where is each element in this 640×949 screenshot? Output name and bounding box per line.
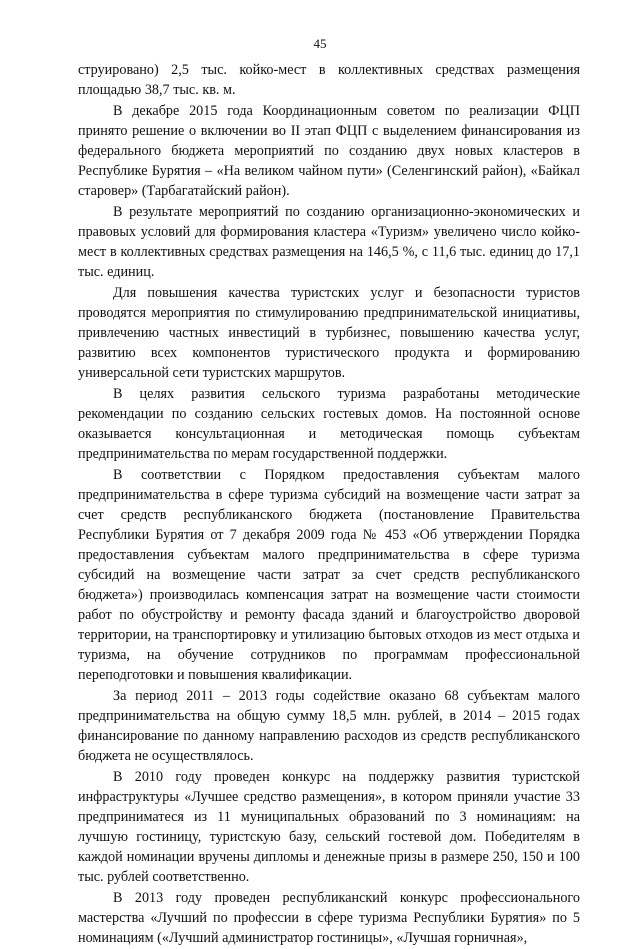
paragraph-3: В результате мероприятий по созданию организационно-экономических и правовых условий для формирования кластера «Туризм» увеличено число койко-мест в коллективных средствах размещения на 146,5 %, с 11,6 тыс. единиц до 17,1 тыс. единиц. — [78, 204, 580, 280]
paragraph-2: В декабре 2015 года Координационным советом по реализации ФЦП принято решение о включении во II этап ФЦП с выделением финансирования из федерального бюджета мероприятий по созданию двух новых кластеров в Республике Бурятия – «На великом чайном пути» (Селенгинский район), «Байкал старовер» (Тарбагатайский район). — [78, 103, 580, 199]
paragraph-5: В целях развития сельского туризма разработаны методические рекомендации по созданию сельских гостевых домов. На постоянной основе оказывается консультационная и методическая помощь субъектам предпринимательства по мерам государственной поддержки. — [78, 386, 580, 462]
paragraph-1: струировано) 2,5 тыс. койко-мест в коллективных средствах размещения площадью 38,7 тыс. кв. м. — [78, 62, 580, 98]
paragraph-6: В соответствии с Порядком предоставления субъектам малого предпринимательства в сфере туризма субсидий на возмещение части затрат за счет средств республиканского бюджета (постановление Правительства Республики Бурятия от 7 декабря 2009 года № 453 «Об утверждении Порядка предоставления субъектам малого предпринимательства в сфере туризма субсидий на возмещение части затрат за счет средств республиканского бюджета») производилась компенсация затрат на возмещение части стоимости работ по обустройству и ремонту фасада зданий и благоустройство дворовой территории, на транспортировку и утилизацию бытовых отходов из мест отдыха и туризма, на обучение сотрудников по программам профессиональной переподготовки и повышения квалификации. — [78, 467, 580, 683]
body-text — [78, 60, 580, 949]
paragraph-7: За период 2011 – 2013 годы содействие оказано 68 субъектам малого предпринимательства на общую сумму 18,5 млн. рублей, в 2014 – 2015 годах финансирование по данному направлению расходов из средств республиканского бюджета не осуществлялось. — [78, 688, 580, 764]
paragraph-8: В 2010 году проведен конкурс на поддержку развития туристской инфраструктуры «Лучшее средство размещения», в котором приняли участие 33 предприниматеся из 11 муниципальных образований по 3 номинациям: на лучшую гостиницу, туристскую базу, сельский гостевой дом. Победителям в каждой номинации вручены дипломы и денежные призы в размере 250, 150 и 100 тыс. рублей соответственно. — [78, 769, 580, 885]
paragraph-9: В 2013 году проведен республиканский конкурс профессионального мастерства «Лучший по профессии в сфере туризма Республики Бурятия» по 5 номинациям («Лучший администратор гостиницы», «Лучшая горничная», — [78, 890, 580, 946]
paragraph-4: Для повышения качества туристских услуг и безопасности туристов проводятся мероприятия по стимулированию предпринимательской инициативы, привлечению частных инвестиций в турбизнес, повышению качества услуг, развитию всех компонентов туристического продукта и формированию универсальной сети туристских маршрутов. — [78, 285, 580, 381]
page-number: 45 — [313, 36, 327, 51]
